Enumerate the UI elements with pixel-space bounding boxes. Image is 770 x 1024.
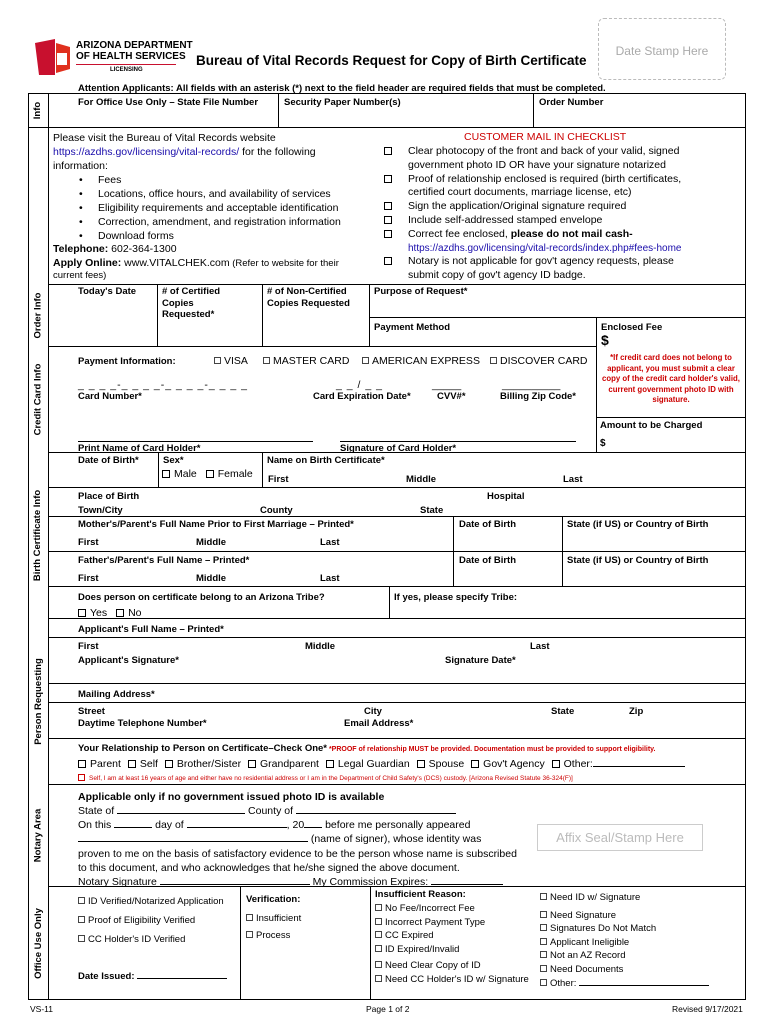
notary-year-input[interactable] — [304, 827, 322, 828]
reasons-right: Need ID w/ Signature Need Signature Signatures Do Not Match Applicant Ineligible Not an AZ Record Need Documents Other: — [540, 891, 709, 990]
mail-state-label: State — [551, 706, 575, 717]
security-paper-label: Security Paper Number(s) — [284, 97, 401, 108]
phone-label: Daytime Telephone Number* — [78, 718, 207, 729]
tribe-yes-checkbox[interactable] — [78, 609, 86, 617]
father-dob-label: Date of Birth — [459, 555, 516, 566]
card-exp-label: Card Expiration Date* — [313, 391, 411, 402]
todays-date-label: Today's Date — [78, 286, 137, 297]
applicant-first-label: First — [78, 641, 99, 652]
county-label: County — [260, 505, 293, 516]
gov-agency-checkbox[interactable] — [471, 760, 479, 768]
attention-note: Attention Applicants: All fields with an asterisk (*) next to the field header are required fields that must be completed. — [78, 83, 606, 94]
self-note-checkbox[interactable] — [78, 774, 85, 781]
city-label: City — [364, 706, 382, 717]
town-label: Town/City — [78, 505, 123, 516]
applicant-name-label: Applicant's Full Name – Printed* — [78, 624, 224, 635]
enclosed-fee-label: Enclosed Fee — [601, 322, 663, 333]
vital-records-link[interactable]: https://azdhs.gov/licensing/vital-records/ — [53, 146, 240, 158]
card-number-input[interactable]: _ _ _ _-_ _ _ _-_ _ _ _-_ _ _ _ — [78, 379, 248, 391]
info-telephone: Telephone: 602-364-1300 — [53, 243, 177, 255]
info-bullet: • Locations, office hours, and availability of services — [53, 187, 383, 201]
other-relationship-input[interactable] — [593, 766, 685, 767]
cvv-input[interactable]: _____ — [432, 379, 462, 391]
notary-signer-input[interactable] — [78, 841, 308, 842]
amex-checkbox[interactable] — [362, 357, 369, 364]
relationship-options: Parent Self Brother/Sister Grandparent Legal Guardian Spouse Gov't Agency Other: — [78, 758, 685, 770]
reason-checkbox[interactable] — [375, 945, 382, 952]
male-checkbox[interactable] — [162, 470, 170, 478]
mother-name-label: Mother's/Parent's Full Name Prior to First Marriage – Printed* — [78, 519, 354, 530]
checklist-checkbox[interactable] — [384, 147, 392, 155]
state-file-number-label: For Office Use Only – State File Number — [78, 97, 259, 108]
amex-option[interactable]: AMERICAN EXPRESS — [362, 355, 480, 367]
sex-options: Male Female — [162, 468, 253, 480]
info-bullet: • Download forms — [53, 229, 383, 243]
notary-state-input[interactable] — [117, 813, 245, 814]
side-label-notary: Notary Area — [32, 808, 44, 862]
side-label-office: Office Use Only — [32, 907, 44, 979]
proof-eligibility-checkbox[interactable] — [78, 916, 85, 923]
zip-label: Zip — [629, 706, 644, 717]
agency-name — [76, 40, 193, 62]
date-issued-input[interactable] — [137, 978, 227, 979]
mother-middle-label: Middle — [196, 537, 227, 548]
date-stamp-box: Date Stamp Here — [598, 18, 726, 80]
card-holder-signature-label: Signature of Card Holder* — [340, 443, 457, 454]
sibling-checkbox[interactable] — [165, 760, 173, 768]
order-number-label: Order Number — [539, 97, 604, 108]
reason-checkbox[interactable] — [375, 975, 382, 982]
parent-checkbox[interactable] — [78, 760, 86, 768]
credit-card-note: *If credit card does not belong to applicant, you must submit a clear copy of the credit card holder's valid, current government photo ID with signature. — [602, 353, 740, 404]
cert-first-label: First — [268, 474, 289, 485]
side-label-credit: Credit Card Info — [32, 363, 44, 435]
checklist-checkbox[interactable] — [384, 230, 392, 238]
tribe-question: Does person on certificate belong to an Arizona Tribe? — [78, 592, 325, 603]
tribe-options: Yes No — [78, 607, 142, 619]
reasons-middle: No Fee/Incorrect Fee Incorrect Payment Type CC Expired ID Expired/Invalid Need Clear Copy of ID Need CC Holder's ID w/ Signature — [375, 902, 529, 987]
notary-day-input[interactable] — [114, 827, 152, 828]
signature-date-label: Signature Date* — [445, 655, 516, 666]
verification-options: Insufficient Process — [246, 910, 301, 944]
cc-verified-checkbox[interactable] — [78, 935, 85, 942]
notary-heading: Applicable only if no government issued photo ID is available — [78, 791, 385, 803]
father-state-label: State (if US) or Country of Birth — [567, 555, 709, 566]
reason-checkbox[interactable] — [540, 979, 547, 986]
info-bullet: • Correction, amendment, and registration information — [53, 215, 383, 229]
billing-zip-input[interactable]: __________ — [502, 379, 561, 391]
side-label-order: Order Info — [32, 292, 44, 338]
checklist-checkbox[interactable] — [384, 257, 392, 265]
other-checkbox[interactable] — [552, 760, 560, 768]
email-label: Email Address* — [344, 718, 414, 729]
revised-date: Revised 9/17/2021 — [672, 1004, 743, 1014]
amount-charged-label: Amount to be Charged — [600, 420, 703, 431]
checklist-checkbox[interactable] — [384, 202, 392, 210]
checklist-checkbox[interactable] — [384, 175, 392, 183]
reason-checkbox[interactable] — [540, 965, 547, 972]
discover-checkbox[interactable] — [490, 357, 497, 364]
father-last-label: Last — [320, 573, 340, 584]
place-of-birth-label: Place of Birth — [78, 491, 140, 502]
card-exp-input[interactable]: _ _ / _ _ — [336, 379, 383, 391]
process-checkbox[interactable] — [246, 931, 253, 938]
reason-checkbox[interactable] — [540, 951, 547, 958]
mastercard-checkbox[interactable] — [263, 357, 270, 364]
mother-first-label: First — [78, 537, 99, 548]
info-bullets — [53, 173, 383, 243]
visa-checkbox[interactable] — [214, 357, 221, 364]
info-bullet: • Eligibility requirements and acceptable identification — [53, 201, 383, 215]
office-left: ID Verified/Notarized Application Proof of Eligibility Verified CC Holder's ID Verified — [78, 892, 224, 949]
cert-last-label: Last — [563, 474, 583, 485]
street-label: Street — [78, 706, 105, 717]
dob-label: Date of Birth* — [78, 455, 139, 466]
tribe-specify-label: If yes, please specify Tribe: — [394, 592, 518, 603]
info-visit: Please visit the Bureau of Vital Records website — [53, 132, 276, 144]
grandparent-checkbox[interactable] — [248, 760, 256, 768]
date-issued: Date Issued: — [78, 971, 227, 982]
reason-checkbox[interactable] — [540, 911, 547, 918]
side-label-info: Info — [32, 101, 44, 119]
guardian-checkbox[interactable] — [326, 760, 334, 768]
agency-line-2: OF HEALTH SERVICES — [76, 51, 186, 62]
page-number: Page 1 of 2 — [366, 1004, 410, 1014]
azdhs-logo-icon — [33, 39, 71, 75]
amount-dollar: $ — [600, 438, 606, 449]
father-first-label: First — [78, 573, 99, 584]
notary-signature-input[interactable] — [160, 884, 310, 885]
info-apply-note: current fees) — [53, 270, 107, 281]
billing-zip-label: Billing Zip Code* — [500, 391, 576, 402]
reason-checkbox[interactable] — [540, 938, 547, 945]
agency-line-1: ARIZONA DEPARTMENT — [76, 40, 193, 51]
print-name-label: Print Name of Card Holder* — [78, 443, 201, 454]
side-label-person: Person Requesting — [32, 657, 44, 745]
commission-expires-input[interactable] — [431, 884, 503, 885]
father-middle-label: Middle — [196, 573, 227, 584]
checklist-checkbox[interactable] — [384, 216, 392, 224]
applicant-signature-label: Applicant's Signature* — [78, 655, 179, 666]
insufficient-checkbox[interactable] — [246, 914, 253, 921]
seal-stamp-box: Affix Seal/Stamp Here — [537, 824, 703, 851]
mother-state-label: State (if US) or Country of Birth — [567, 519, 709, 530]
certified-copies-label: # of Certified Copies Requested* — [162, 286, 221, 320]
agency-logo — [33, 39, 71, 75]
noncertified-copies-label: # of Non-Certified Copies Requested — [267, 286, 350, 309]
agency-sub: LICENSING — [110, 67, 143, 73]
reason-checkbox[interactable] — [375, 918, 382, 925]
reason-checkbox[interactable] — [540, 893, 547, 900]
insufficient-reason-label: Insufficient Reason: — [375, 889, 466, 900]
mail-checklist: Clear photocopy of the front and back of your valid, signed government photo ID OR have your signature notarized Proof of relationship enclosed is required (birth certificates, certified court documents, marriage license, etc) Sign the application/Original signature required Include self-addressed stamped envelope Correct fee enclosed, please do not mail cash- https://azdhs.gov/licensing/vital-records/index.php#fees-home Notary is not applicable for gov't agency requests, please submit copy of gov't agency ID badge. — [384, 145, 739, 283]
mailing-address-label: Mailing Address* — [78, 689, 155, 700]
verification-label: Verification: — [246, 894, 301, 905]
info-bullet: • Fees — [53, 173, 383, 187]
female-checkbox[interactable] — [206, 470, 214, 478]
relationship-heading: Your Relationship to Person on Certificate–Check One* *PROOF of relationship MUST be provided. Documentation must be provided to support eligibility. — [78, 743, 656, 754]
enclosed-fee-dollar: $ — [601, 332, 609, 348]
notary-county-input[interactable] — [296, 813, 456, 814]
applicant-middle-label: Middle — [305, 641, 336, 652]
applicant-last-label: Last — [530, 641, 550, 652]
cvv-label: CVV#* — [437, 391, 466, 402]
info-url-line: https://azdhs.gov/licensing/vital-records/ for the following — [53, 146, 316, 158]
sex-label: Sex* — [163, 455, 184, 466]
tribe-no-checkbox[interactable] — [116, 609, 124, 617]
reason-checkbox[interactable] — [540, 924, 547, 931]
payment-method-label: Payment Method — [374, 322, 451, 333]
form-id: VS-11 — [30, 1004, 53, 1014]
form-title: Bureau of Vital Records Request for Copy of Birth Certificate — [196, 53, 587, 68]
reason-checkbox[interactable] — [375, 904, 382, 911]
cert-middle-label: Middle — [406, 474, 437, 485]
state-label: State — [420, 505, 444, 516]
father-name-label: Father's/Parent's Full Name – Printed* — [78, 555, 250, 566]
mother-dob-label: Date of Birth — [459, 519, 516, 530]
payment-info-label: Payment Information: — [78, 356, 176, 367]
hospital-label: Hospital — [487, 491, 525, 502]
id-verified-checkbox[interactable] — [78, 897, 85, 904]
reason-checkbox[interactable] — [375, 931, 382, 938]
card-number-label: Card Number* — [78, 391, 142, 402]
mother-last-label: Last — [320, 537, 340, 548]
notary-text: State of County of On this day of , 20 before me personally appeared (name of signer), whose identity was proven to me on the basis of satisfactory evidence to be the person whose name is subscribed to this document, and who acknowledges that he/she signed the above document. Notary Signature My Commission Expires: — [78, 805, 517, 889]
notary-month-input[interactable] — [187, 827, 287, 828]
self-checkbox[interactable] — [128, 760, 136, 768]
fees-link[interactable]: https://azdhs.gov/licensing/vital-records/index.php#fees-home — [408, 242, 682, 254]
other-reason-input[interactable] — [579, 985, 709, 986]
self-note: Self, I am at least 16 years of age and either have no residential address or I am in the Department of Child Safety's (DCS) custody. [Arizona Revised Statute 36-324(F)] — [78, 774, 573, 782]
mastercard-option[interactable]: MASTER CARD — [263, 355, 349, 367]
visa-option[interactable]: VISA — [214, 355, 248, 367]
discover-option[interactable]: DISCOVER CARD — [490, 355, 588, 367]
spouse-checkbox[interactable] — [417, 760, 425, 768]
info-information: information: — [53, 160, 108, 172]
side-label-birth: Birth Certificate Info — [32, 489, 44, 581]
info-block — [53, 131, 383, 173]
info-apply-online: Apply Online: www.VITALCHEK.com (Refer to website for their — [53, 257, 339, 269]
checklist-title: CUSTOMER MAIL IN CHECKLIST — [464, 131, 627, 143]
reason-checkbox[interactable] — [375, 961, 382, 968]
purpose-label: Purpose of Request* — [374, 286, 468, 297]
name-on-cert-label: Name on Birth Certificate* — [267, 455, 385, 466]
